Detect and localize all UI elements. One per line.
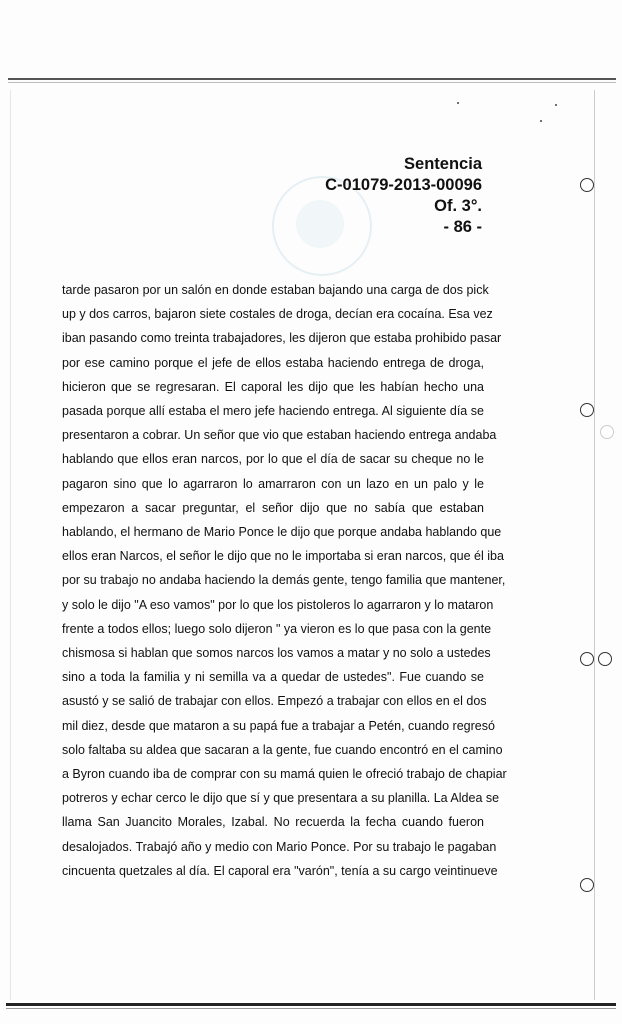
body-line: ellos eran Narcos, el señor le dijo que no le importaba si eran narcos, que él iba bbox=[62, 549, 504, 564]
page-top-edge-shadow bbox=[8, 82, 616, 83]
body-line: up y dos carros, bajaron siete costales de droga, decían era cocaína. Esa vez bbox=[62, 307, 493, 322]
body-line: por ese camino porque el jefe de ellos estaba haciendo entrega de droga, bbox=[62, 355, 484, 370]
body-line: potreros y echar cerco le dijo que sí y que presentara a su planilla. La Aldea se bbox=[62, 791, 500, 806]
body-line: hablando que ellos eran narcos, por lo que el día de sacar su cheque no le bbox=[62, 452, 484, 467]
body-line: y solo le dijo "A eso vamos" por lo que los pistoleros lo agarraron y lo mataron bbox=[62, 597, 494, 612]
body-line: asustó y se salió de trabajar con ellos. Empezó a trabajar con ellos en el dos bbox=[62, 694, 487, 709]
body-line: pagaron sino que lo agarraron lo amarraron con un lazo en un palo y le bbox=[62, 476, 484, 491]
scan-speck bbox=[540, 120, 542, 122]
body-line: sino a toda la familia y ni semilla va a quedar de ustedes". Fue cuando se bbox=[62, 670, 484, 685]
body-line: tarde pasaron por un salón en donde estaban bajando una carga de dos pick bbox=[62, 283, 489, 297]
binder-hole bbox=[598, 652, 612, 666]
binder-hole bbox=[580, 878, 594, 892]
page-bottom-edge-shadow bbox=[6, 1008, 616, 1009]
body-line: hablando, el hermano de Mario Ponce le dijo que porque andaba hablando que bbox=[62, 525, 502, 540]
page-number: - 86 - bbox=[443, 218, 482, 236]
body-line: llama San Juancito Morales, Izabal. No recuerda la fecha cuando fueron bbox=[62, 815, 484, 830]
body-line: iban pasando como treinta trabajadores, les dijeron que estaba prohibido pasar bbox=[62, 331, 502, 346]
body-line: pasada porque allí estaba el mero jefe haciendo entrega. Al siguiente día se bbox=[62, 404, 484, 419]
office-number: Of. 3°. bbox=[434, 197, 482, 215]
body-line: chismosa si hablan que somos narcos los vamos a matar y no solo a ustedes bbox=[62, 646, 491, 661]
binder-hole bbox=[580, 178, 594, 192]
body-line: empezaron a sacar preguntar, el señor dijo que no sabía que estaban bbox=[62, 500, 484, 515]
document-header bbox=[325, 154, 482, 238]
body-line: mil diez, desde que mataron a su papá fue a trabajar a Petén, cuando regresó bbox=[62, 718, 495, 733]
body-line: presentaron a cobrar. Un señor que vio que estaban haciendo entrega andaba bbox=[62, 428, 497, 443]
scan-speck bbox=[555, 104, 557, 106]
header-title: Sentencia bbox=[404, 155, 482, 173]
body-line: cincuenta quetzales al día. El caporal era "varón", tenía a su cargo veintinueve bbox=[62, 863, 498, 878]
body-line: solo faltaba su aldea que sacaran a la gente, fue cuando encontró en el camino bbox=[62, 742, 503, 757]
body-line: desalojados. Trabajó año y medio con Mario Ponce. Por su trabajo le pagaban bbox=[62, 839, 497, 854]
page-right-edge bbox=[594, 90, 595, 1000]
case-number: C-01079-2013-00096 bbox=[325, 176, 482, 194]
scan-speck bbox=[457, 102, 459, 104]
body-text bbox=[62, 278, 507, 883]
page-left-edge bbox=[10, 90, 11, 1000]
binder-hole-shadow bbox=[600, 425, 614, 439]
page-bottom-edge bbox=[6, 1003, 616, 1006]
body-line: por su trabajo no andaba haciendo la demás gente, tengo familia que mantener, bbox=[62, 573, 506, 588]
body-line: frente a todos ellos; luego solo dijeron " ya vieron es lo que pasa con la gente bbox=[62, 621, 492, 636]
page-top-edge bbox=[8, 78, 616, 80]
binder-hole bbox=[580, 403, 594, 417]
binder-hole bbox=[580, 652, 594, 666]
body-line: a Byron cuando iba de comprar con su mamá quien le ofreció trabajo de chapiar bbox=[62, 767, 507, 782]
body-line: hicieron que se regresaran. El caporal les dijo que les habían hecho una bbox=[62, 379, 484, 394]
